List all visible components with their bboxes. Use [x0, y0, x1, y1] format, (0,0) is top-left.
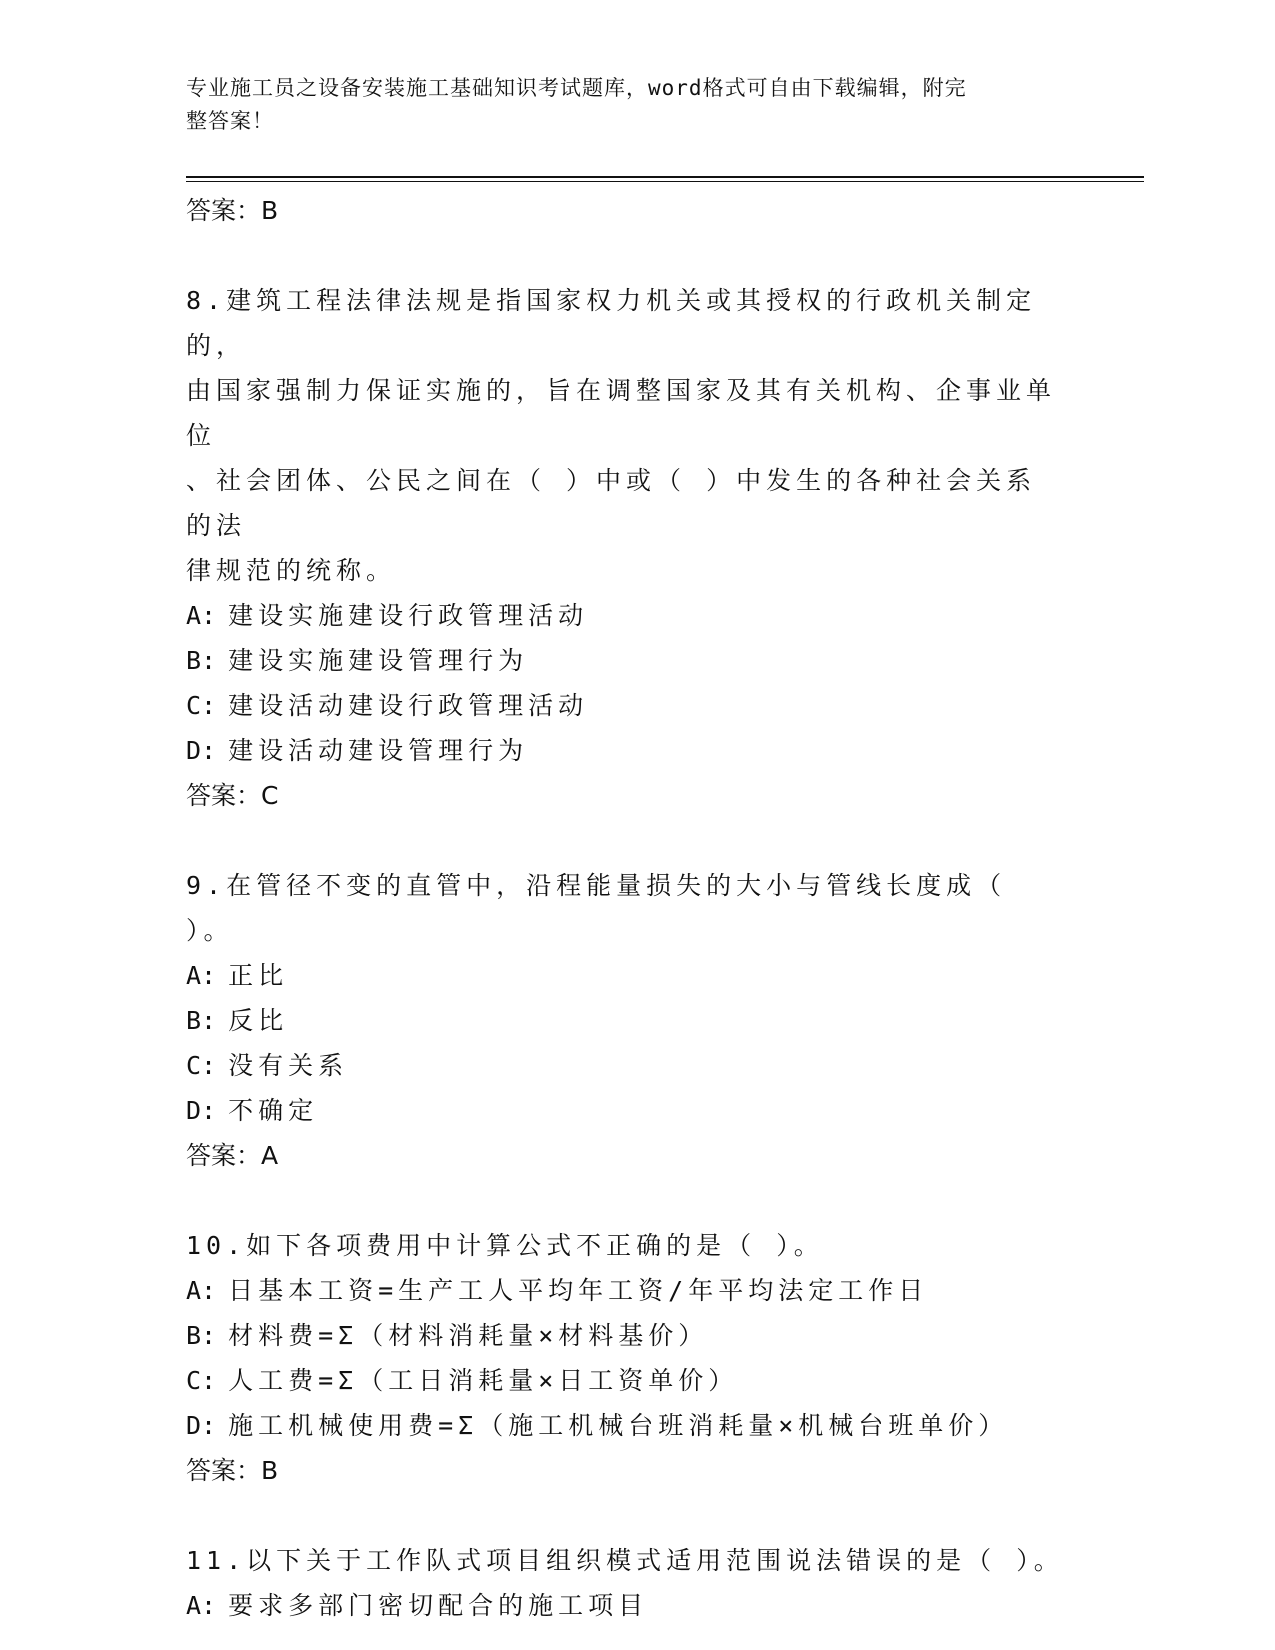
question-8 [186, 278, 1066, 818]
option-letter: B: [186, 1006, 217, 1035]
option-letter: C: [186, 1366, 217, 1395]
question-11 [186, 1538, 1066, 1628]
option-text: 没有关系 [228, 1051, 349, 1080]
option-a [186, 1268, 1066, 1313]
option-letter: C: [186, 1051, 217, 1080]
option-text: 建设实施建设行政管理活动 [228, 601, 589, 630]
header-line-1: 专业施工员之设备安装施工基础知识考试题库，word格式可自由下载编辑，附完 [186, 76, 967, 100]
option-d [186, 728, 1066, 773]
question-stem-line: 11.以下关于工作队式项目组织模式适用范围说法错误的是（ ）。 [186, 1546, 1064, 1575]
option-text: 施工机械使用费=Σ（施工机械台班消耗量×机械台班单价） [228, 1411, 1009, 1440]
option-c [186, 1043, 1066, 1088]
option-b [186, 638, 1066, 683]
option-letter: C: [186, 691, 217, 720]
question-stem-line: 律规范的统称。 [186, 556, 397, 585]
option-letter: B: [186, 646, 217, 675]
header-line-2: 整答案！ [186, 109, 274, 133]
question-9 [186, 863, 1066, 1178]
option-letter: D: [186, 1096, 217, 1125]
question-stem-line: 、社会团体、公民之间在（ ）中或（ ）中发生的各种社会关系的法 [186, 466, 1037, 540]
option-letter: B: [186, 1321, 217, 1350]
option-b [186, 1313, 1066, 1358]
option-text: 日基本工资=生产工人平均年工资/年平均法定工作日 [228, 1276, 929, 1305]
option-c [186, 1358, 1066, 1403]
option-a [186, 1583, 1066, 1628]
option-text: 建设实施建设管理行为 [228, 646, 529, 675]
question-answer: 答案：A [186, 1141, 279, 1170]
header-divider-thin [186, 181, 1144, 182]
option-letter: D: [186, 736, 217, 765]
option-text: 建设活动建设管理行为 [228, 736, 529, 765]
option-a [186, 953, 1066, 998]
question-stem-line: 8.建筑工程法律法规是指国家权力机关或其授权的行政机关制定的， [186, 286, 1037, 360]
option-d [186, 1088, 1066, 1133]
option-text: 材料费=Σ（材料消耗量×材料基价） [228, 1321, 709, 1350]
document-header [186, 72, 1066, 138]
option-text: 正比 [228, 961, 289, 990]
question-stem-line: 10.如下各项费用中计算公式不正确的是（ ）。 [186, 1231, 824, 1260]
option-a [186, 593, 1066, 638]
option-d [186, 1403, 1066, 1448]
option-letter: A: [186, 601, 217, 630]
header-divider-thick [186, 176, 1144, 178]
option-text: 不确定 [228, 1096, 319, 1125]
option-letter: A: [186, 961, 217, 990]
previous-answer: 答案：B [186, 196, 279, 225]
option-b [186, 998, 1066, 1043]
option-text: 反比 [228, 1006, 289, 1035]
option-letter: A: [186, 1276, 217, 1305]
question-stem-line: 9.在管径不变的直管中，沿程能量损失的大小与管线长度成（ ）。 [186, 871, 1007, 945]
question-stem-line: 由国家强制力保证实施的，旨在调整国家及其有关机构、企事业单位 [186, 376, 1057, 450]
option-text: 要求多部门密切配合的施工项目 [228, 1591, 649, 1620]
option-text: 人工费=Σ（工日消耗量×日工资单价） [228, 1366, 739, 1395]
option-letter: A: [186, 1591, 217, 1620]
question-10 [186, 1223, 1066, 1493]
question-answer: 答案：C [186, 781, 279, 810]
option-text: 建设活动建设行政管理活动 [228, 691, 589, 720]
option-c [186, 683, 1066, 728]
question-answer: 答案：B [186, 1456, 279, 1485]
option-letter: D: [186, 1411, 217, 1440]
question-list [186, 188, 1066, 1628]
